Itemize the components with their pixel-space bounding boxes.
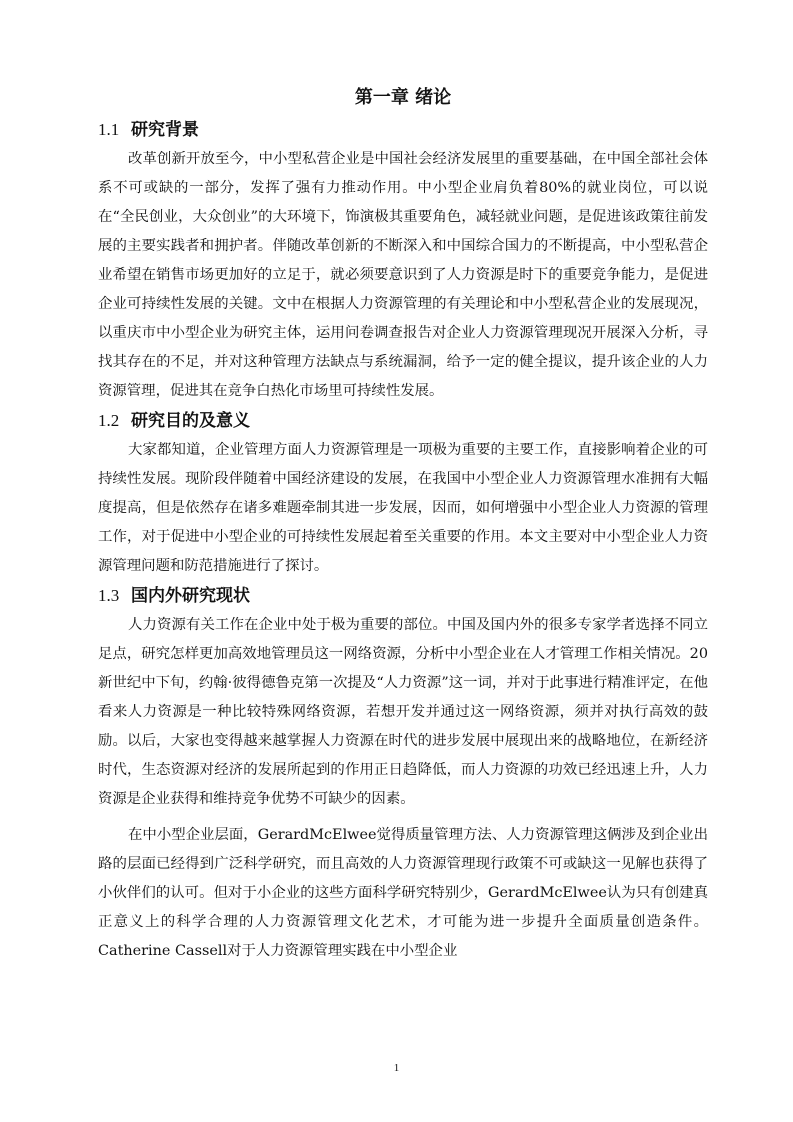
section-heading bbox=[98, 115, 708, 145]
body-paragraph: 改革创新开放至今，中小型私营企业是中国社会经济发展里的重要基础，在中国全部社会体系不可或缺的一部分，发挥了强有力推动作用。中小型企业肩负着80%的就业岗位，可以说在“全民创业，大众创业”的大环境下，饰演极其重要角色，减轻就业问题，是促进该政策往前发展的主要实践者和拥护者。伴随改革创新的不断深入和中国综合国力的不断提高，中小型私营企业希望在销售市场更加好的立足于，就必须要意识到了人力资源是时下的重要竞争能力，是促进企业可持续性发展的关键。文中在根据人力资源管理的有关理论和中小型私营企业的发展现况，以重庆市中小型企业为研究主体，运用问卷调查报告对企业人力资源管理现况开展深入分析，寻找其存在的不足，并对这种管理方法缺点与系统漏洞，给予一定的健全提议，提升该企业的人力资源管理，促进其在竞争白热化市场里可持续性发展。 bbox=[98, 151, 708, 399]
section-number: 1.1 bbox=[98, 120, 120, 139]
section-title: 国内外研究现状 bbox=[131, 586, 250, 606]
section-heading bbox=[98, 406, 708, 436]
section-number: 1.2 bbox=[98, 411, 120, 430]
body-paragraph: 在中小型企业层面，GerardMcElwee觉得质量管理方法、人力资源管理这俩涉及到企业出路的层面已经得到广泛科学研究，而且高效的人力资源管理现行政策不可或缺这一见解也获得了小伙伴们的认可。但对于小企业的这些方面科学研究特别少，GerardMcElwee认为只有创建真正意义上的科学合理的人力资源管理文化艺术，才可能为进一步提升全面质量创造条件。Catherine Cassell对于人力资源管理实践在中小型企业 bbox=[98, 827, 708, 959]
section-research-background bbox=[98, 115, 708, 406]
document-page bbox=[98, 84, 708, 966]
section-research-purpose bbox=[98, 406, 708, 581]
section-title: 研究目的及意义 bbox=[131, 411, 250, 431]
section-number: 1.3 bbox=[98, 586, 120, 605]
chapter-title: 第一章 绪论 bbox=[354, 87, 452, 108]
section-heading bbox=[98, 581, 708, 611]
body-paragraph: 人力资源有关工作在企业中处于极为重要的部位。中国及国内外的很多专家学者选择不同立足点，研究怎样更加高效地管理员这一网络资源，分析中小型企业在人才管理工作相关情况。20新世纪中下旬，约翰·彼得德鲁克第一次提及“人力资源”这一词，并对于此事进行精准评定，在他看来人力资源是一种比较特殊网络资源，若想开发并通过这一网络资源，须并对执行高效的鼓励。以后，大家也变得越来越掌握人力资源在时代的进步发展中展现出来的战略地位，在新经济时代，生态资源对经济的发展所起到的作用正日趋降低，而人力资源的功效已经迅速上升，人力资源是企业获得和维持竞争优势不可缺少的因素。 bbox=[98, 617, 708, 807]
body-paragraph: 大家都知道，企业管理方面人力资源管理是一项极为重要的主要工作，直接影响着企业的可持续性发展。现阶段伴随着中国经济建设的发展，在我国中小型企业人力资源管理水准拥有大幅度提高，但是依然存在诸多难题牵制其进一步发展，因而，如何增强中小型企业人力资源的管理工作，对于促进中小型企业的可持续性发展起着至关重要的作用。本文主要对中小型企业人力资源管理问题和防范措施进行了探讨。 bbox=[98, 442, 708, 574]
section-research-status bbox=[98, 581, 708, 966]
section-title: 研究背景 bbox=[131, 120, 199, 140]
page-number: 1 bbox=[393, 1062, 400, 1074]
